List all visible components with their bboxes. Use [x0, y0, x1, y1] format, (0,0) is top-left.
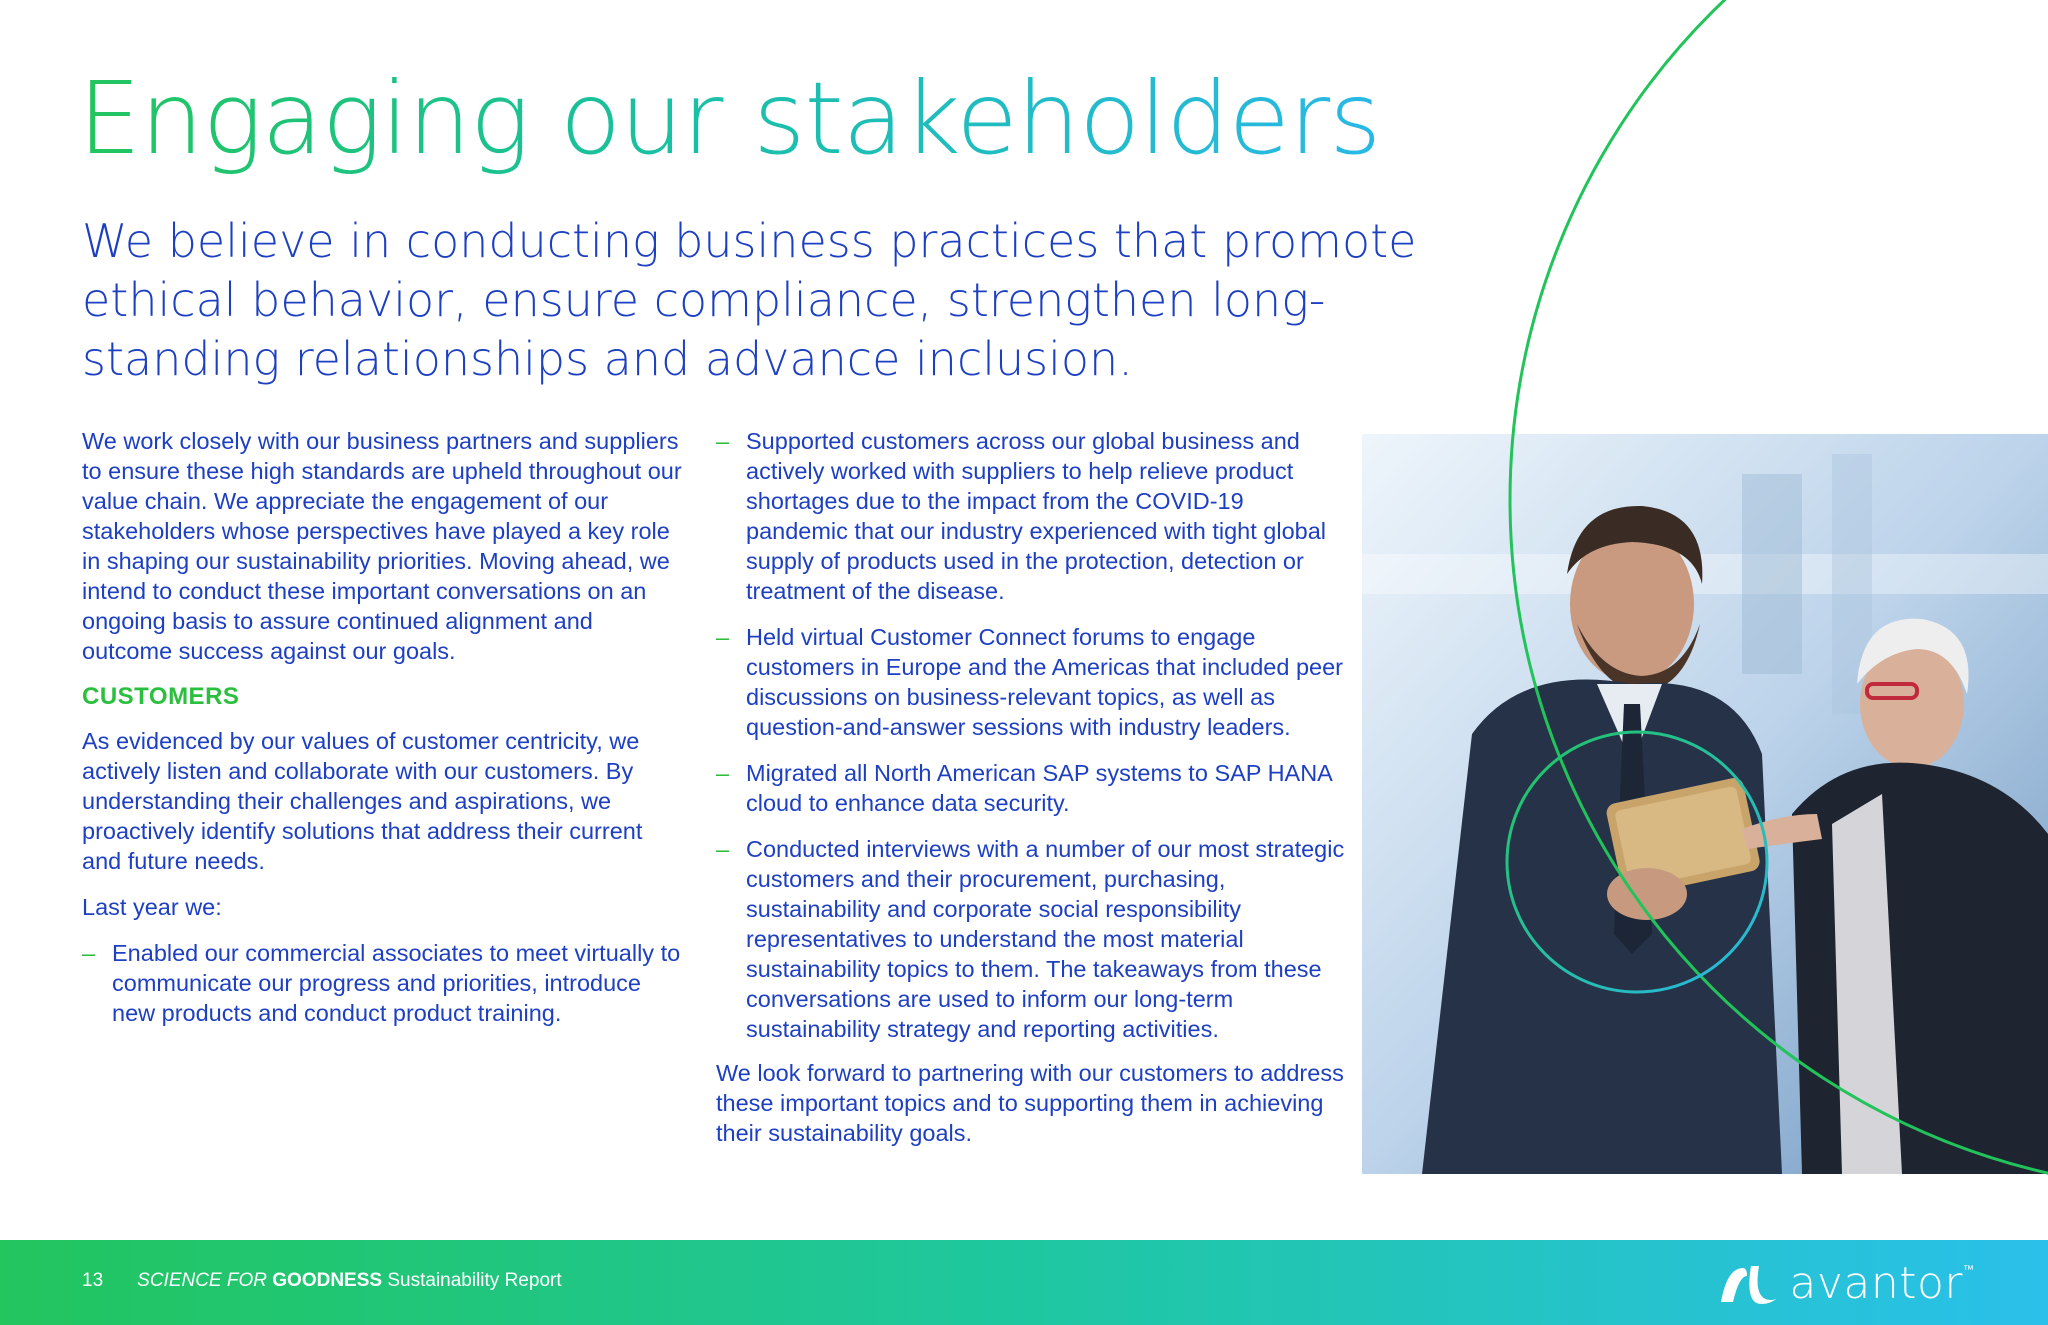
left-column	[82, 426, 682, 1044]
footer-bar	[0, 1240, 2048, 1325]
customers-paragraph: As evidenced by our values of customer centricity, we actively listen and collaborate with our customers. By understanding their challenges and aspirations, we proactively identify solutions that address their current and future needs.	[82, 728, 643, 874]
footer-report-label	[82, 1270, 562, 1292]
bullet-text: Migrated all North American SAP systems to SAP HANA cloud to enhance data security.	[746, 760, 1332, 816]
avantor-logo	[1717, 1258, 1974, 1309]
dash-marker: –	[716, 760, 730, 786]
report-name: Sustainability Report	[382, 1270, 562, 1291]
page-number: 13	[82, 1270, 104, 1291]
brand-tagline-bold: GOODNESS	[272, 1270, 383, 1291]
bullet-text: Held virtual Customer Connect forums to engage customers in Europe and the Americas that included peer discussions on business-relevant topics, as well as question-and-answer sessions with industry leaders.	[746, 624, 1343, 740]
bullet-text: Conducted interviews with a number of our most strategic customers and their procurement, purchasing, sustainability and corporate social responsibility representatives to understand the most material sustainability topics to them. The takeaways from these conversations are used to inform our long-term sustainability strategy and reporting activities.	[746, 836, 1345, 1042]
right-bullet-list	[716, 426, 1346, 1044]
bullet-text: Enabled our commercial associates to meet virtually to communicate our progress and priorities, introduce new products and conduct product training.	[112, 940, 681, 1026]
customers-heading: CUSTOMERS	[82, 683, 240, 710]
bullet-text: Supported customers across our global business and actively worked with suppliers to help relieve product shortages due to the impact from the COVID-19 pandemic that our industry experienced with tight global supply of products used in the protection, detection or treatment of the disease.	[746, 428, 1327, 604]
trademark: ™	[1963, 1263, 1974, 1276]
brand-tagline-italic: SCIENCE FOR	[137, 1270, 273, 1291]
intro-statement: We believe in conducting business practices that promote ethical behavior, ensure compliance, strengthen long-standing relationships and advance inclusion.	[82, 214, 1417, 386]
left-bullet-list	[82, 938, 682, 1028]
dash-marker: –	[82, 940, 96, 966]
right-column	[716, 426, 1346, 1164]
logo-wordmark: avantor	[1789, 1258, 1963, 1309]
dash-marker: –	[716, 428, 730, 454]
dash-marker: –	[716, 624, 730, 650]
avantor-logo-icon	[1717, 1262, 1781, 1306]
list-item	[82, 938, 682, 1028]
intro-paragraph: We work closely with our business partners and suppliers to ensure these high standards are upheld throughout our value chain. We appreciate the engagement of our stakeholders whose perspectives have played a key role in shaping our sustainability priorities. Moving ahead, we intend to conduct these important conversations on an ongoing basis to assure continued alignment and outcome success against our goals.	[82, 428, 682, 664]
closing-paragraph: We look forward to partnering with our customers to address these important topics and to supporting them in achieving their sustainability goals.	[716, 1060, 1344, 1146]
list-item	[716, 426, 1346, 606]
photo-illustration	[1362, 434, 2048, 1174]
last-year-label: Last year we:	[82, 894, 222, 920]
list-item	[716, 834, 1346, 1044]
list-item	[716, 758, 1346, 818]
page-title: Engaging our stakeholders	[78, 60, 1381, 177]
dash-marker: –	[716, 836, 730, 862]
stakeholders-photo	[1362, 434, 2048, 1174]
woman-coat	[1792, 763, 2048, 1174]
man-suit	[1422, 680, 1782, 1174]
list-item	[716, 622, 1346, 742]
